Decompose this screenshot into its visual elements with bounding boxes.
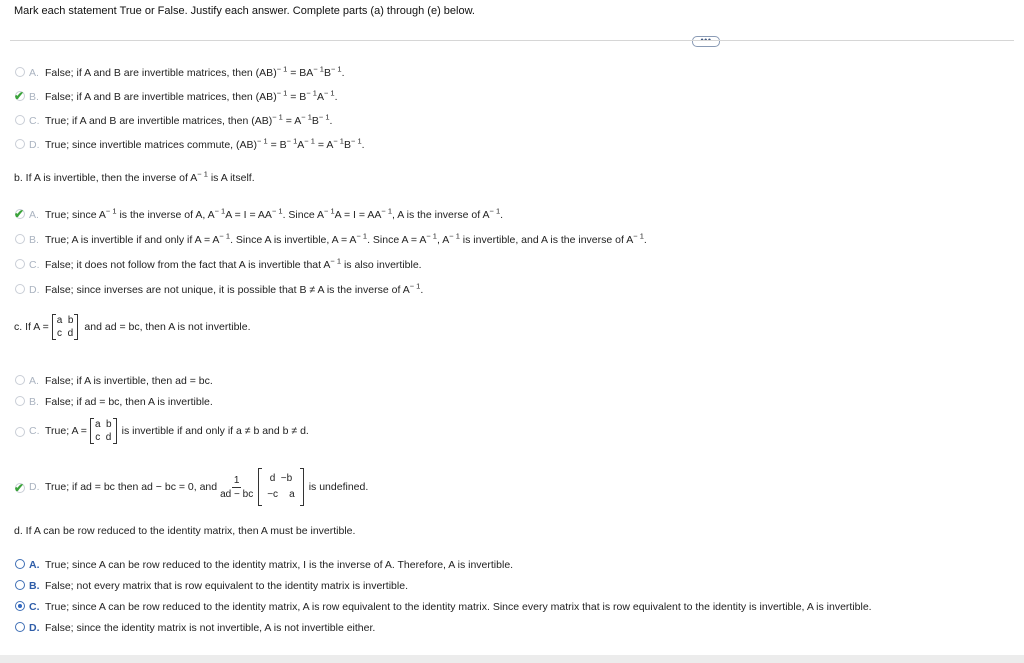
radio-icon[interactable] <box>15 396 25 406</box>
option-letter: C. <box>29 425 40 437</box>
bottom-bar <box>0 655 1024 663</box>
partB-option-b[interactable] <box>15 233 647 246</box>
option-text: False; it does not follow from the fact that A is invertible that $A^{- 1}$ is also invertible. <box>45 256 422 271</box>
partC-option-c[interactable] <box>15 418 309 444</box>
option-letter: D. <box>29 481 40 493</box>
option-text: True; since A can be row reduced to the identity matrix, I is the inverse of A. Therefore, A is invertible. <box>45 559 514 571</box>
option-text: False; if ad = bc, then A is invertible. <box>45 396 213 408</box>
option-letter: C. <box>29 601 40 613</box>
option-text: True; A = <box>45 425 87 437</box>
option-text: False; if A is invertible, then ad = bc. <box>45 375 213 387</box>
matrix-adjugate: d −b −c a <box>258 468 304 506</box>
option-text: True; A is invertible if and only if $A = A^{- 1}$. Since A is invertible, $A = A^{- 1}$. Since $A = A^{- 1}$, $A^{- 1}$ is invertible, and A is the inverse of $A^{- 1}$. <box>45 231 647 246</box>
option-letter: B. <box>29 396 39 408</box>
partD-option-d[interactable] <box>15 621 375 634</box>
radio-icon[interactable] <box>15 375 25 385</box>
checkmark-radio-icon[interactable]: ✔ <box>14 207 25 221</box>
matrix-abcd: a b c d <box>90 418 117 444</box>
option-text: True; if ad = bc then ad − bc = 0, and <box>45 481 218 493</box>
fraction-one-over-ad-bc: $\frac{1}{ad - bc}$ <box>220 474 254 500</box>
radio-icon[interactable] <box>15 559 25 569</box>
radio-icon[interactable] <box>15 622 25 632</box>
option-text-end: is invertible if and only if a ≠ b and b ≠ d. <box>121 425 309 437</box>
radio-icon[interactable] <box>15 427 25 437</box>
partC-option-d[interactable] <box>15 468 368 506</box>
partA-option-a[interactable] <box>15 66 345 79</box>
partC-option-b[interactable] <box>15 395 213 408</box>
option-text: True; if A and B are invertible matrices, then $(AB)^{- 1} = A^{- 1}B^{- 1}$. <box>45 112 333 127</box>
instructions: Mark each statement True or False. Justify each answer. Complete parts (a) through (e) below. <box>14 5 475 17</box>
option-letter: B. <box>29 234 39 246</box>
partD-option-b[interactable] <box>15 579 408 592</box>
option-letter: D. <box>29 284 40 296</box>
option-letter: D. <box>29 139 40 151</box>
option-text: False; not every matrix that is row equivalent to the identity matrix is invertible. <box>45 580 408 592</box>
more-options-button[interactable]: ••• <box>692 36 720 47</box>
radio-icon[interactable] <box>15 284 25 294</box>
option-letter: A. <box>29 559 40 571</box>
option-letter: A. <box>29 209 39 221</box>
option-letter: A. <box>29 67 39 79</box>
partD-question: d. If A can be row reduced to the identity matrix, then A must be invertible. <box>14 525 356 537</box>
option-text: False; since the identity matrix is not invertible, A is not invertible either. <box>45 622 376 634</box>
option-letter: A. <box>29 375 39 387</box>
option-letter: B. <box>29 580 40 592</box>
option-text-end: is undefined. <box>308 481 369 493</box>
matrix-abcd: a b c d <box>52 314 79 340</box>
radio-icon[interactable] <box>15 580 25 590</box>
checkmark-radio-icon[interactable]: ✔ <box>14 89 25 103</box>
option-text: True; since invertible matrices commute, $(AB)^{- 1} = B^{- 1}A^{- 1} = A^{- 1}B^{- 1}$. <box>45 136 365 151</box>
divider <box>10 40 1014 41</box>
partD-option-c[interactable] <box>15 600 872 613</box>
partC-option-a[interactable] <box>15 374 213 387</box>
partC-question: c. If A = a b c d and ad = bc, then A is not invertible. <box>14 315 251 339</box>
option-text: False; since inverses are not unique, it is possible that B ≠ A is the inverse of $A^{- 1}$. <box>45 281 424 296</box>
partB-option-a[interactable] <box>15 208 503 221</box>
option-letter: D. <box>29 622 40 634</box>
option-text: False; if A and B are invertible matrices, then $(AB)^{- 1} = BA^{- 1}B^{- 1}$. <box>45 64 345 79</box>
option-text: False; if A and B are invertible matrices, then $(AB)^{- 1} = B^{- 1}A^{- 1}$. <box>45 88 338 103</box>
partA-option-c[interactable] <box>15 114 332 127</box>
option-letter: C. <box>29 115 40 127</box>
option-letter: B. <box>29 91 39 103</box>
partA-option-b[interactable] <box>15 90 338 103</box>
partD-option-a[interactable] <box>15 558 513 571</box>
partB-question: b. If A is invertible, then the inverse of $A^{- 1}$ is A itself. <box>14 169 255 184</box>
radio-icon[interactable] <box>15 115 25 125</box>
radio-icon[interactable] <box>15 259 25 269</box>
partB-option-d[interactable] <box>15 283 423 296</box>
partA-option-d[interactable] <box>15 138 365 151</box>
selected-radio-icon[interactable] <box>15 601 25 611</box>
option-letter: C. <box>29 259 40 271</box>
option-text: True; since $A^{- 1}$ is the inverse of A, $A^{- 1}A = I = AA^{- 1}$. Since $A^{- 1}A = I = AA^{- 1}$, A is the inverse of $A^{- 1}$. <box>45 206 504 221</box>
radio-icon[interactable] <box>15 234 25 244</box>
partB-option-c[interactable] <box>15 258 422 271</box>
checkmark-radio-icon[interactable]: ✔ <box>14 481 25 495</box>
option-text: True; since A can be row reduced to the identity matrix, A is row equivalent to the identity matrix. Since every matrix that is row equivalent to the identity is invertible, A is invertible. <box>45 601 872 613</box>
radio-icon[interactable] <box>15 139 25 149</box>
radio-icon[interactable] <box>15 67 25 77</box>
